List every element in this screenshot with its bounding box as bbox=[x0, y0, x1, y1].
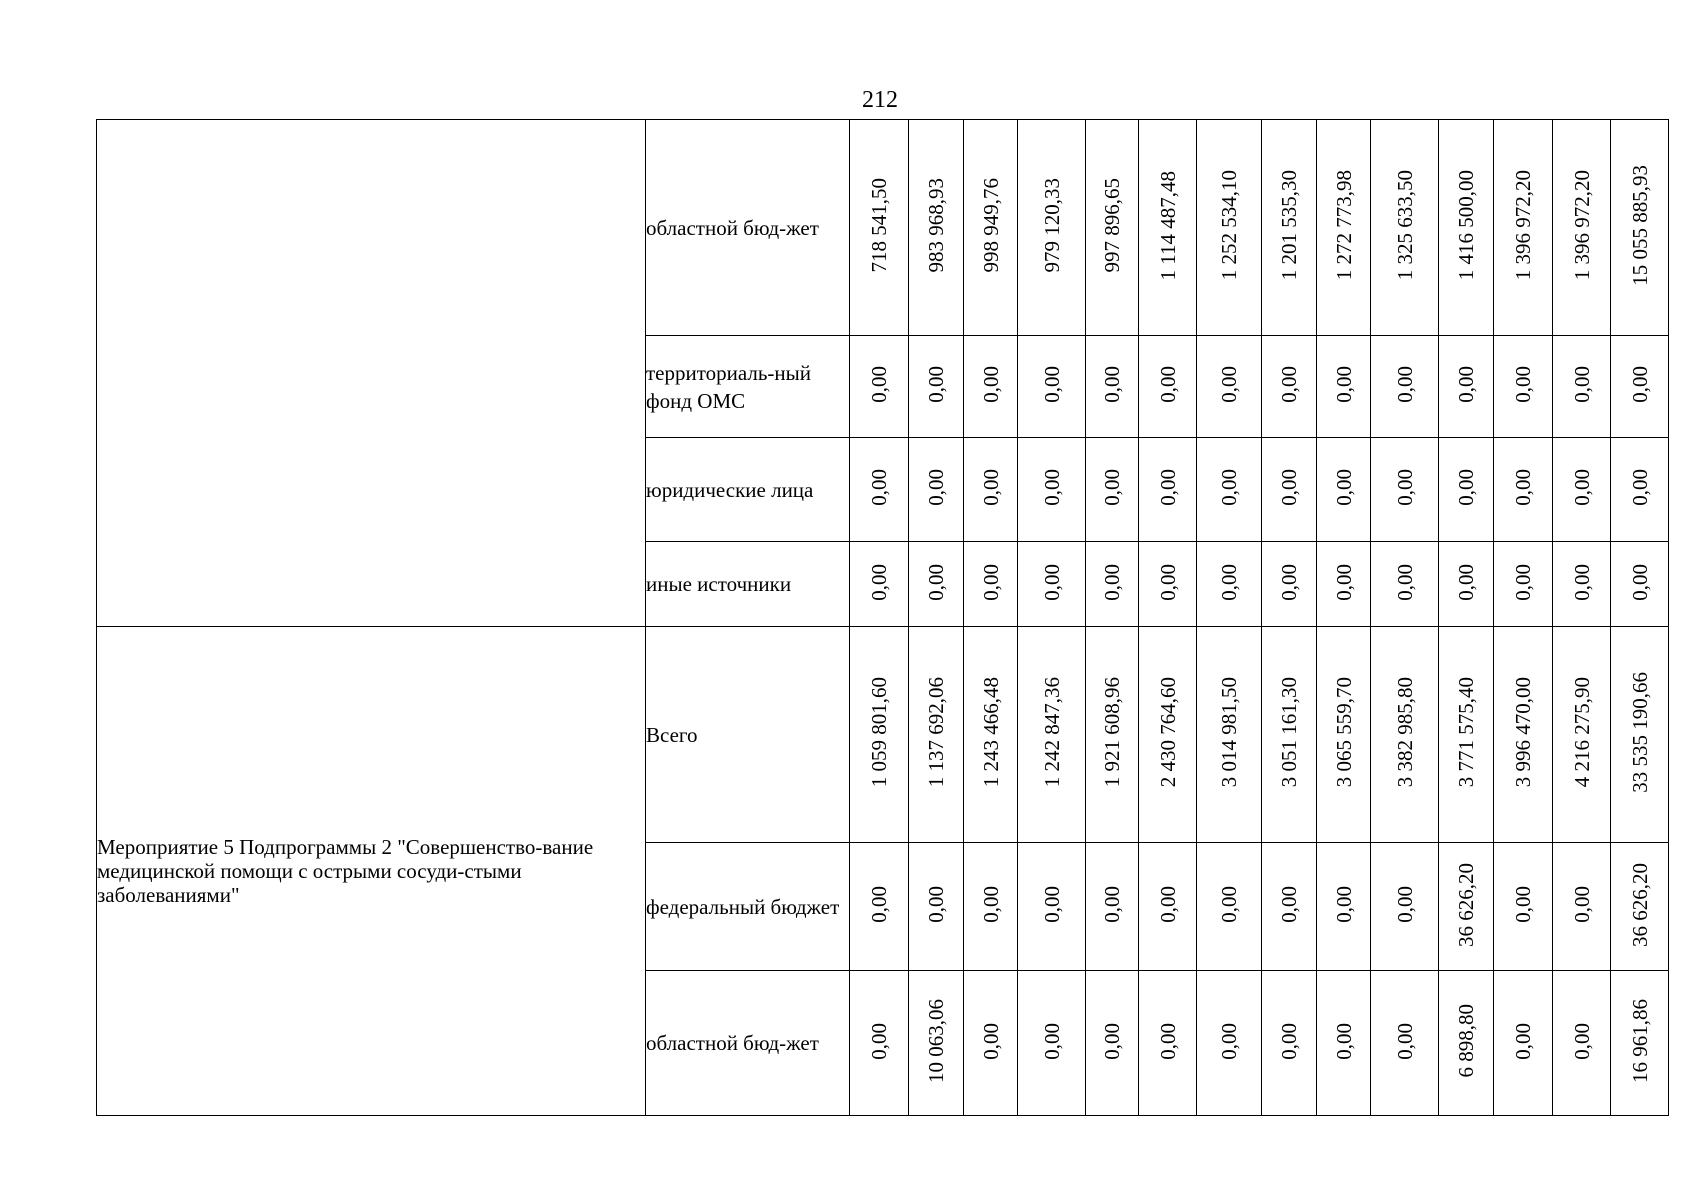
amount-cell bbox=[909, 843, 964, 971]
amount-cell bbox=[964, 627, 1018, 843]
amount-value: 0,00 bbox=[1511, 469, 1535, 506]
amount-cell bbox=[1139, 971, 1197, 1116]
amount-value: 0,00 bbox=[924, 886, 948, 923]
amount-value: 0,00 bbox=[1155, 469, 1180, 506]
amount-value: 0,00 bbox=[867, 1022, 891, 1060]
amount-value: 16 961,86 bbox=[1627, 999, 1652, 1083]
amount-cell bbox=[1371, 971, 1439, 1116]
amount-value: 0,00 bbox=[1569, 469, 1594, 506]
amount-value: 0,00 bbox=[1511, 1022, 1535, 1060]
amount-value: 0,00 bbox=[867, 469, 891, 506]
amount-cell bbox=[1086, 843, 1139, 971]
amount-value: 0,00 bbox=[1100, 563, 1124, 601]
amount-cell bbox=[1086, 438, 1139, 542]
amount-value: 33 535 190,66 bbox=[1627, 672, 1652, 793]
amount-cell bbox=[850, 120, 909, 336]
amount-cell bbox=[1371, 627, 1439, 843]
amount-cell bbox=[909, 542, 964, 627]
amount-cell bbox=[1197, 438, 1262, 542]
amount-cell bbox=[1139, 336, 1197, 438]
measure-name-cell bbox=[97, 120, 646, 627]
budget-table bbox=[96, 119, 1669, 1116]
amount-cell bbox=[1439, 336, 1494, 438]
amount-value: 0,00 bbox=[1155, 1022, 1180, 1060]
amount-value: 0,00 bbox=[1569, 1022, 1594, 1060]
table-row bbox=[97, 627, 1669, 843]
amount-cell bbox=[1494, 120, 1553, 336]
amount-value: 997 896,65 bbox=[1100, 178, 1124, 273]
amount-cell bbox=[1262, 336, 1317, 438]
amount-value: 1 272 773,98 bbox=[1331, 170, 1356, 281]
page-number: 212 bbox=[862, 87, 898, 113]
amount-value: 1 396 972,20 bbox=[1569, 170, 1594, 281]
amount-value: 0,00 bbox=[867, 366, 891, 403]
amount-cell bbox=[1262, 438, 1317, 542]
amount-cell bbox=[850, 843, 909, 971]
amount-cell bbox=[1197, 843, 1262, 971]
amount-cell bbox=[1018, 120, 1086, 336]
amount-value: 0,00 bbox=[1454, 469, 1478, 506]
amount-cell bbox=[1262, 627, 1317, 843]
amount-value: 0,00 bbox=[1217, 563, 1241, 601]
amount-value: 3 051 161,30 bbox=[1277, 677, 1301, 788]
amount-cell bbox=[1139, 438, 1197, 542]
amount-value: 0,00 bbox=[867, 563, 891, 601]
amount-value: 0,00 bbox=[1392, 469, 1417, 506]
amount-cell bbox=[1553, 438, 1611, 542]
amount-value: 1 396 972,20 bbox=[1511, 170, 1535, 281]
amount-cell bbox=[1197, 542, 1262, 627]
amount-value: 0,00 bbox=[1511, 886, 1535, 923]
amount-cell bbox=[1197, 971, 1262, 1116]
amount-value: 0,00 bbox=[1331, 366, 1356, 403]
amount-value: 1 137 692,06 bbox=[924, 677, 948, 788]
amount-value: 0,00 bbox=[978, 563, 1003, 601]
amount-cell bbox=[1611, 627, 1669, 843]
amount-cell bbox=[1553, 542, 1611, 627]
amount-value: 1 243 466,48 bbox=[978, 677, 1003, 788]
amount-value: 3 771 575,40 bbox=[1454, 677, 1478, 788]
amount-cell bbox=[1317, 843, 1371, 971]
funding-source-cell: юридические лица bbox=[646, 438, 850, 542]
amount-value: 3 065 559,70 bbox=[1331, 677, 1356, 788]
amount-cell bbox=[1494, 971, 1553, 1116]
amount-cell bbox=[1262, 120, 1317, 336]
table-row bbox=[97, 120, 1669, 336]
amount-value: 0,00 bbox=[1627, 366, 1652, 403]
amount-value: 0,00 bbox=[978, 1022, 1003, 1060]
amount-cell bbox=[1553, 336, 1611, 438]
amount-value: 0,00 bbox=[1217, 1022, 1241, 1060]
amount-value: 0,00 bbox=[1331, 1022, 1356, 1060]
amount-cell bbox=[1018, 843, 1086, 971]
amount-value: 36 626,20 bbox=[1454, 862, 1478, 947]
amount-cell bbox=[964, 843, 1018, 971]
amount-cell bbox=[1494, 336, 1553, 438]
funding-source-cell: Всего bbox=[646, 627, 850, 843]
amount-value: 0,00 bbox=[1100, 469, 1124, 506]
amount-cell bbox=[1611, 336, 1669, 438]
amount-value: 0,00 bbox=[1277, 366, 1301, 403]
amount-cell bbox=[1439, 627, 1494, 843]
amount-cell bbox=[964, 120, 1018, 336]
amount-value: 6 898,80 bbox=[1454, 1004, 1478, 1078]
amount-value: 4 216 275,90 bbox=[1569, 677, 1594, 788]
amount-value: 0,00 bbox=[1039, 469, 1064, 506]
amount-value: 0,00 bbox=[1155, 563, 1180, 601]
amount-cell bbox=[909, 336, 964, 438]
amount-cell bbox=[1611, 120, 1669, 336]
amount-value: 0,00 bbox=[1392, 366, 1417, 403]
amount-cell bbox=[1553, 971, 1611, 1116]
amount-cell bbox=[1439, 542, 1494, 627]
amount-cell bbox=[1139, 120, 1197, 336]
amount-value: 0,00 bbox=[1217, 469, 1241, 506]
amount-value: 0,00 bbox=[1392, 563, 1417, 601]
amount-cell bbox=[850, 438, 909, 542]
amount-value: 0,00 bbox=[1331, 886, 1356, 923]
amount-value: 0,00 bbox=[1155, 366, 1180, 403]
amount-value: 1 242 847,36 bbox=[1039, 677, 1064, 788]
amount-cell bbox=[1139, 843, 1197, 971]
amount-cell bbox=[1494, 627, 1553, 843]
amount-value: 0,00 bbox=[924, 366, 948, 403]
amount-cell bbox=[1494, 843, 1553, 971]
funding-source-cell: территориаль-ный фонд ОМС bbox=[646, 336, 850, 438]
amount-cell bbox=[1262, 971, 1317, 1116]
amount-value: 0,00 bbox=[867, 886, 891, 923]
amount-cell bbox=[1086, 542, 1139, 627]
amount-value: 0,00 bbox=[1217, 886, 1241, 923]
amount-value: 0,00 bbox=[978, 469, 1003, 506]
amount-cell bbox=[1317, 120, 1371, 336]
amount-cell bbox=[1197, 627, 1262, 843]
amount-value: 1 059 801,60 bbox=[867, 677, 891, 788]
amount-cell bbox=[1018, 336, 1086, 438]
amount-value: 0,00 bbox=[1627, 469, 1652, 506]
amount-cell bbox=[1611, 438, 1669, 542]
amount-value: 15 055 885,93 bbox=[1627, 165, 1652, 286]
amount-cell bbox=[1317, 542, 1371, 627]
amount-value: 36 626,20 bbox=[1627, 862, 1652, 947]
amount-value: 1 114 487,48 bbox=[1155, 170, 1180, 281]
amount-cell bbox=[1611, 542, 1669, 627]
funding-source-cell: областной бюд-жет bbox=[646, 120, 850, 336]
amount-value: 1 921 608,96 bbox=[1100, 677, 1124, 788]
funding-source-cell: федеральный бюджет bbox=[646, 843, 850, 971]
amount-cell bbox=[1086, 120, 1139, 336]
amount-cell bbox=[1371, 120, 1439, 336]
amount-value: 0,00 bbox=[1277, 886, 1301, 923]
amount-cell bbox=[1553, 120, 1611, 336]
amount-cell bbox=[1317, 627, 1371, 843]
amount-cell bbox=[1086, 971, 1139, 1116]
amount-cell bbox=[1371, 542, 1439, 627]
amount-value: 0,00 bbox=[1155, 886, 1180, 923]
amount-cell bbox=[1262, 542, 1317, 627]
amount-value: 0,00 bbox=[1039, 886, 1064, 923]
amount-value: 0,00 bbox=[1100, 1022, 1124, 1060]
amount-cell bbox=[1317, 971, 1371, 1116]
amount-value: 0,00 bbox=[1392, 1022, 1417, 1060]
amount-cell bbox=[909, 971, 964, 1116]
amount-cell bbox=[1262, 843, 1317, 971]
amount-value: 1 252 534,10 bbox=[1217, 170, 1241, 281]
amount-cell bbox=[909, 438, 964, 542]
amount-value: 3 382 985,80 bbox=[1392, 677, 1417, 788]
amount-cell bbox=[1139, 627, 1197, 843]
funding-source-cell: иные источники bbox=[646, 542, 850, 627]
amount-cell bbox=[850, 542, 909, 627]
amount-value: 0,00 bbox=[978, 366, 1003, 403]
amount-value: 0,00 bbox=[1277, 469, 1301, 506]
amount-cell bbox=[1197, 120, 1262, 336]
amount-value: 0,00 bbox=[1454, 366, 1478, 403]
amount-cell bbox=[909, 120, 964, 336]
amount-value: 0,00 bbox=[1331, 563, 1356, 601]
amount-cell bbox=[1553, 627, 1611, 843]
amount-cell bbox=[1018, 542, 1086, 627]
amount-cell bbox=[964, 336, 1018, 438]
amount-cell bbox=[964, 971, 1018, 1116]
amount-cell bbox=[1086, 627, 1139, 843]
amount-value: 983 968,93 bbox=[924, 178, 948, 273]
amount-cell bbox=[1553, 843, 1611, 971]
amount-value: 1 416 500,00 bbox=[1454, 170, 1478, 281]
amount-value: 0,00 bbox=[1100, 886, 1124, 923]
amount-value: 0,00 bbox=[1627, 563, 1652, 601]
amount-value: 0,00 bbox=[1392, 886, 1417, 923]
amount-cell bbox=[1439, 438, 1494, 542]
amount-value: 0,00 bbox=[1039, 1022, 1064, 1060]
amount-cell bbox=[850, 336, 909, 438]
amount-value: 0,00 bbox=[1039, 563, 1064, 601]
funding-source-cell: областной бюд-жет bbox=[646, 971, 850, 1116]
amount-cell bbox=[964, 438, 1018, 542]
amount-cell bbox=[1371, 336, 1439, 438]
amount-value: 0,00 bbox=[978, 886, 1003, 923]
amount-cell bbox=[1439, 843, 1494, 971]
amount-value: 0,00 bbox=[1277, 563, 1301, 601]
amount-value: 0,00 bbox=[924, 469, 948, 506]
amount-cell bbox=[850, 627, 909, 843]
amount-cell bbox=[1611, 971, 1669, 1116]
amount-value: 0,00 bbox=[1511, 366, 1535, 403]
amount-value: 2 430 764,60 bbox=[1155, 677, 1180, 788]
amount-value: 718 541,50 bbox=[867, 178, 891, 273]
amount-value: 0,00 bbox=[1569, 886, 1594, 923]
amount-value: 998 949,76 bbox=[978, 178, 1003, 273]
amount-cell bbox=[909, 627, 964, 843]
amount-cell bbox=[1494, 542, 1553, 627]
amount-value: 0,00 bbox=[924, 563, 948, 601]
amount-value: 10 063,06 bbox=[924, 999, 948, 1083]
amount-value: 1 325 633,50 bbox=[1392, 170, 1417, 281]
amount-cell bbox=[850, 971, 909, 1116]
amount-cell bbox=[1018, 971, 1086, 1116]
amount-value: 1 201 535,30 bbox=[1277, 170, 1301, 281]
amount-value: 0,00 bbox=[1277, 1022, 1301, 1060]
amount-value: 3 996 470,00 bbox=[1511, 677, 1535, 788]
amount-value: 0,00 bbox=[1454, 563, 1478, 601]
amount-value: 0,00 bbox=[1569, 563, 1594, 601]
amount-value: 0,00 bbox=[1039, 366, 1064, 403]
amount-cell bbox=[1611, 843, 1669, 971]
amount-cell bbox=[1018, 438, 1086, 542]
amount-cell bbox=[1086, 336, 1139, 438]
amount-cell bbox=[1018, 627, 1086, 843]
amount-value: 3 014 981,50 bbox=[1217, 677, 1241, 788]
amount-cell bbox=[1139, 542, 1197, 627]
amount-cell bbox=[1494, 438, 1553, 542]
measure-name-cell: Мероприятие 5 Подпрограммы 2 "Совершенство-вание медицинской помощи с острыми сосуди-стыми заболеваниями" bbox=[97, 627, 646, 1116]
amount-cell bbox=[1371, 843, 1439, 971]
amount-cell bbox=[1439, 971, 1494, 1116]
amount-value: 979 120,33 bbox=[1039, 178, 1064, 273]
amount-value: 0,00 bbox=[1569, 366, 1594, 403]
amount-cell bbox=[1371, 438, 1439, 542]
amount-cell bbox=[1197, 336, 1262, 438]
amount-value: 0,00 bbox=[1100, 366, 1124, 403]
amount-cell bbox=[964, 542, 1018, 627]
amount-value: 0,00 bbox=[1331, 469, 1356, 506]
amount-value: 0,00 bbox=[1511, 563, 1535, 601]
amount-cell bbox=[1439, 120, 1494, 336]
amount-value: 0,00 bbox=[1217, 366, 1241, 403]
amount-cell bbox=[1317, 438, 1371, 542]
amount-cell bbox=[1317, 336, 1371, 438]
